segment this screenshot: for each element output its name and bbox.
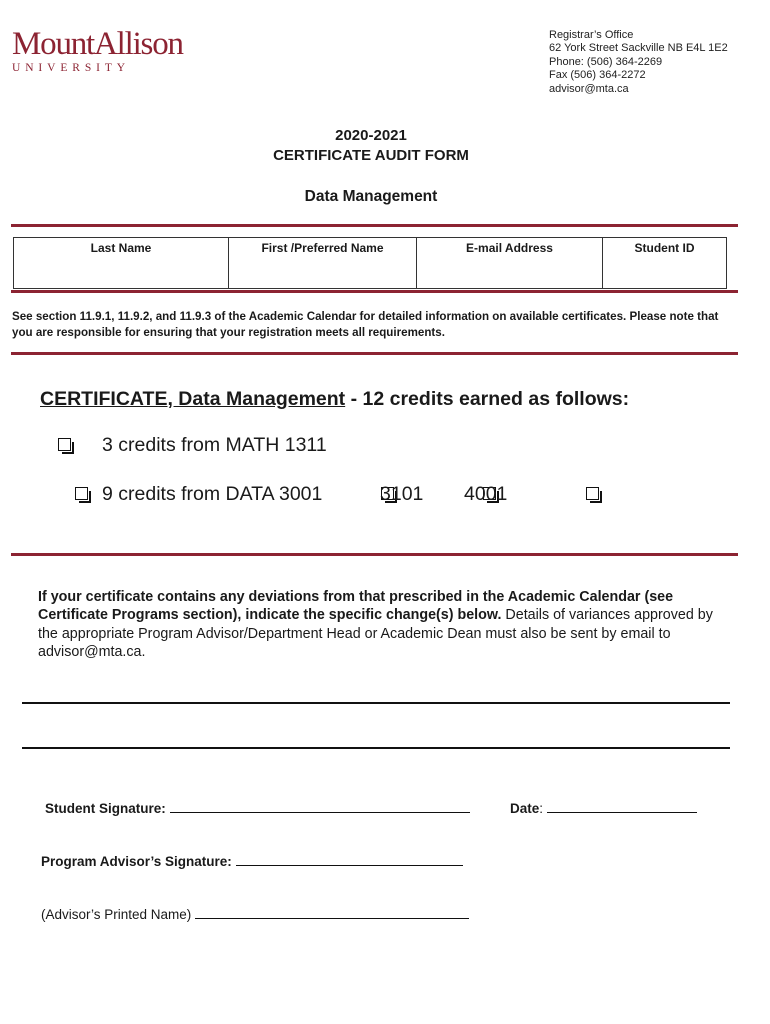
office-phone: Phone: (506) 364-2269 <box>549 55 663 68</box>
first-name-field[interactable]: First /Preferred Name <box>229 238 417 288</box>
student-info-table <box>13 237 727 289</box>
form-title <box>0 126 742 166</box>
advisor-signature-line[interactable] <box>236 853 463 866</box>
university-logo <box>12 28 183 74</box>
office-fax: Fax (506) 364-2272 <box>549 69 646 82</box>
calendar-notice: See section 11.9.1, 11.9.2, and 11.9.3 of the Academic Calendar for detailed information on available certificates. Please note that you are responsible for ensuring that your registration meets all requirements. <box>12 310 719 339</box>
email-field[interactable]: E-mail Address <box>417 238 603 288</box>
form-name: CERTIFICATE AUDIT FORM <box>273 147 469 164</box>
deviation-details: Details of variances approved by the appropriate Program Advisor/Department Head or Academic Dean must also be sent by email to advisor@mta.ca. <box>38 607 713 661</box>
requirement-math: 3 credits from MATH 1311 <box>102 434 327 456</box>
advisor-signature-row <box>41 853 463 869</box>
advisor-name-row <box>41 906 469 922</box>
data-4001-checkbox[interactable] <box>586 487 599 500</box>
office-street: 62 York Street Sackville NB E4L 1E2 <box>549 42 728 55</box>
program-title: Data Management <box>304 188 438 205</box>
certificate-name: CERTIFICATE, Data Management <box>40 388 346 410</box>
student-signature-label: Student Signature: <box>45 801 166 816</box>
advisor-printed-name-line[interactable] <box>195 906 469 919</box>
student-id-field[interactable]: Student ID <box>634 241 695 255</box>
date-row: Date: <box>510 800 697 816</box>
deviation-bold: If your certificate contains any deviations from that prescribed in the Academic Calendar (see Certificate Programs section), indicate the specific change(s) below. <box>38 589 674 624</box>
divider-rule <box>11 224 738 227</box>
requirement-data: 9 credits from DATA 3001 <box>102 483 323 505</box>
data-credits-checkbox[interactable] <box>75 487 88 500</box>
date-line[interactable] <box>547 800 697 813</box>
logo-wordmark: MountAllison <box>12 26 183 62</box>
date-label: Date <box>510 801 540 816</box>
logo-subtitle: UNIVERSITY <box>12 62 130 74</box>
divider-rule <box>11 290 738 293</box>
advisor-signature-label: Program Advisor’s Signature: <box>41 854 232 869</box>
deviation-line-1[interactable] <box>22 702 730 704</box>
last-name-field[interactable]: Last Name <box>14 238 229 288</box>
advisor-printed-name-label: (Advisor’s Printed Name) <box>41 907 192 922</box>
deviation-line-2[interactable] <box>22 747 730 749</box>
office-name: Registrar’s Office <box>549 29 634 41</box>
deviation-instructions <box>38 588 728 662</box>
student-signature-line[interactable] <box>170 800 470 813</box>
course-4001-label: 4001 <box>464 483 508 505</box>
academic-year: 2020-2021 <box>335 127 407 144</box>
certificate-heading <box>40 388 629 411</box>
divider-rule <box>11 352 738 355</box>
student-signature-row <box>45 800 470 816</box>
math-1311-checkbox[interactable] <box>58 438 71 451</box>
certificate-credits: - 12 credits earned as follows: <box>345 388 630 410</box>
office-email: advisor@mta.ca <box>549 82 629 95</box>
course-3101-label: 3101 <box>380 483 424 505</box>
registrar-address <box>549 29 728 96</box>
divider-rule <box>11 553 738 556</box>
